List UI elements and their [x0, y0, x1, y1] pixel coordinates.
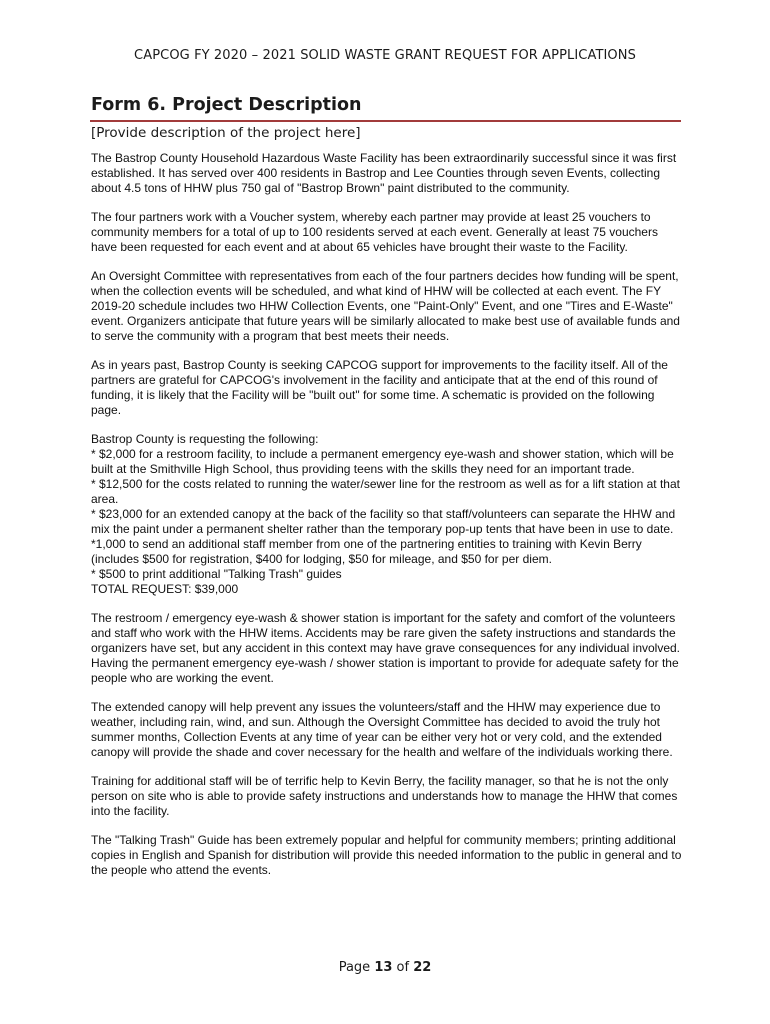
form-prompt: [Provide description of the project here]: [91, 125, 361, 141]
request-item: *1,000 to send an additional staff member from one of the partnering entities to training with Kevin Berry (includes $500 for registration, $400 for lodging, $50 for mileage, and $50 for per diem.: [91, 537, 642, 566]
project-description-body: [91, 151, 687, 892]
paragraph: The extended canopy will help prevent any issues the volunteers/staff and the HHW may experience due to weather, including rain, wind, and sun. Although the Oversight Committee has decided to avoid the truly hot summer months, Collection Events at any time of year can be either very hot or very cold, and the extended canopy will provide the shade and cover necessary for the health and welfare of the individuals working there.: [91, 700, 673, 759]
of-label: of: [396, 960, 410, 975]
request-item: * $500 to print additional "Talking Trash" guides: [91, 567, 342, 581]
paragraph: The restroom / emergency eye-wash & shower station is important for the safety and comfort of the volunteers and staff who work with the HHW items. Accidents may be rare given the safety instructions and standards the organizers have set, but any accident in this context may have grave consequences for any individual involved. Having the permanent emergency eye-wash / shower station is important to provide for adequate safety for the people who are working the event.: [91, 611, 681, 685]
paragraph: The four partners work with a Voucher system, whereby each partner may provide at least 25 vouchers to community members for a total of up to 100 residents served at each event. Generally at least 75 vouchers have been requested for each event and at about 65 vehicles have brought their waste to the Facility.: [91, 210, 658, 254]
request-total: TOTAL REQUEST: $39,000: [91, 582, 239, 596]
request-item: * $23,000 for an extended canopy at the back of the facility so that staff/volunteers can separate the HHW and mix the paint under a permanent shelter rather than the temporary pop-up tents that have been in use to date.: [91, 507, 676, 536]
request-list: [91, 432, 687, 597]
paragraph: Training for additional staff will be of terrific help to Kevin Berry, the facility manager, so that he is not the only person on site who is able to provide safety instructions and understands how to manage the HHW that comes into the facility.: [91, 774, 678, 818]
total-pages: 22: [413, 960, 432, 975]
document-header: CAPCOG FY 2020 – 2021 SOLID WASTE GRANT REQUEST FOR APPLICATIONS: [134, 48, 636, 63]
paragraph: An Oversight Committee with representatives from each of the four partners decides how funding will be spent, when the collection events will be scheduled, and what kind of HHW will be collected at each event. The FY 2019-20 schedule includes two HHW Collection Events, one "Paint-Only" Event, and one "Tires and E-Waste" event. Organizers anticipate that future years will be similarly allocated to make best use of available funds and to serve the community with a program that best meets their needs.: [91, 269, 680, 343]
form-title: Form 6. Project Description: [91, 95, 362, 115]
request-intro: Bastrop County is requesting the following:: [91, 432, 319, 446]
paragraph: The Bastrop County Household Hazardous Waste Facility has been extraordinarily successful since it was first established. It has served over 400 residents in Bastrop and Lee Counties through seven Events, collecting about 4.5 tons of HHW plus 750 gal of "Bastrop Brown" paint distributed to the community.: [91, 151, 677, 195]
title-divider: [90, 120, 681, 122]
paragraph: As in years past, Bastrop County is seeking CAPCOG support for improvements to the facility itself. All of the partners are grateful for CAPCOG's involvement in the facility and anticipate that at the end of this round of funding, it is likely that the Facility will be "built out" for some time. A schematic is provided on the following page.: [91, 358, 668, 417]
current-page: 13: [374, 960, 393, 975]
request-item: * $12,500 for the costs related to running the water/sewer line for the restroom as well as for a lift station at that area.: [91, 477, 680, 506]
page-number: [0, 960, 770, 975]
request-item: * $2,000 for a restroom facility, to include a permanent emergency eye-wash and shower station, which will be built at the Smithville High School, thus providing teens with the skills they need for an important trade.: [91, 447, 674, 476]
paragraph: The "Talking Trash" Guide has been extremely popular and helpful for community members; printing additional copies in English and Spanish for distribution will provide this needed information to the public in general and to the people who attend the events.: [91, 833, 682, 877]
page-label: Page: [338, 960, 371, 975]
